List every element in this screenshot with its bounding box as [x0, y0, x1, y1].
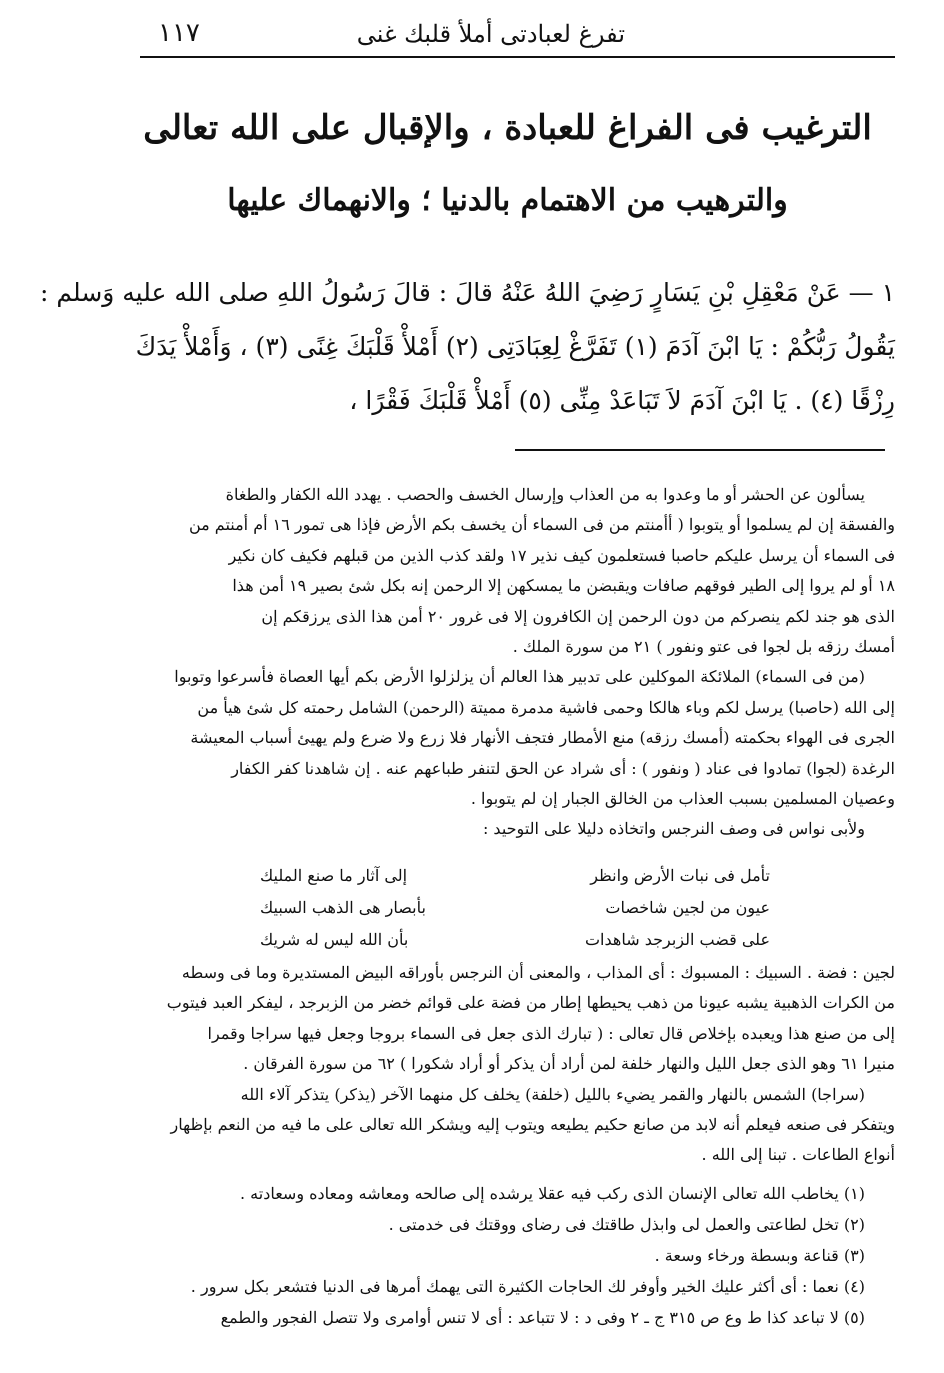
commentary-line: إلى الله (حاصبا) يرسل لكم وباء هالكا وحمى فاشية مدمرة مميتة (الرحمن) الشامل رحمته كل شئ هيأ من — [197, 697, 895, 717]
chapter-title: الترغيب فى الفراغ للعبادة ، والإقبال على الله تعالى — [143, 108, 872, 148]
hadith-line: ١ — عَنْ مَعْقِلِ بْنِ يَسَارٍ رَضِيَ اللهُ عَنْهُ قالَ : قالَ رَسُولُ اللهِ صلى الله عليه وَسلم : — [40, 278, 895, 307]
verse-second-hemistich: إلى آثار ما صنع المليك — [260, 866, 408, 885]
commentary-line: وعصيان المسلمين بسبب العذاب من الخالق الجبار إن لم يتوبوا . — [470, 788, 895, 808]
commentary-block — [135, 480, 895, 845]
commentary-line: يسألون عن الحشر أو ما وعدوا به من العذاب وإرسال الخسف والحصب . يهدد الله الكفار والطغاة — [225, 485, 865, 504]
verse-first-hemistich: على قضب الزبرجد شاهدات — [584, 930, 770, 949]
poem-verses — [260, 860, 770, 956]
verse-second-hemistich: بأن الله ليس له شريك — [260, 930, 409, 949]
commentary-line: والفسقة إن لم يسلموا أو يتوبوا ( أأمنتم من فى السماء أن يخسف بكم الأرض فإذا هى تمور ١٦ أم أمنتم من — [188, 515, 895, 535]
page-header — [140, 14, 895, 54]
commentary-block-2 — [135, 958, 895, 1171]
commentary-line: الذى هو جند لكم ينصركم من دون الرحمن إن الكافرون إلا فى غرور ٢٠ أمن هذا الذى يرزقكم إن — [261, 606, 895, 626]
hadith-line: يَقُولُ رَبُّكُمْ : يَا ابْنَ آدَمَ (١) تَفَرَّغْ لِعِبَادَتِى (٢) أَمْلأْ قَلْبَكَ غِنًى (٣) ، وَأَمْلأْ يَدَكَ — [135, 332, 895, 361]
commentary-line: ١٨ أو لم يروا إلى الطير فوقهم صافات ويقبضن ما يمسكهن إلا الرحمن إنه بكل شئ بصير ١٩ أمن هذا — [232, 576, 895, 596]
footnote-separator — [515, 449, 885, 451]
verse-second-hemistich: بأبصار هى الذهب السبيك — [260, 898, 426, 917]
commentary-line: ولأبى نواس فى وصف النرجس واتخاذه دليلا على التوحيد : — [482, 819, 865, 839]
commentary-line: فى السماء أن يرسل عليكم حاصبا فستعلمون كيف نذير ١٧ ولقد كذب الذين من قبلهم فكيف كان نكير — [228, 545, 895, 565]
footnote-item: (٣) قناعة وبسطة ورخاء وسعة . — [654, 1246, 865, 1265]
footnote-item: (٢) تخل لطاعتى والعمل لى وابذل طاقتك فى رضاى ووقتك فى خدمتى . — [388, 1215, 865, 1234]
hadith-text — [40, 266, 895, 428]
commentary-line: من الكرات الذهبية يشبه عيونا من ذهب يحيطها إطار من فضة على قوائم خضر من الزبرجد ، ليفكر العبد فيتوب — [166, 993, 895, 1013]
commentary-line: لجين : فضة . السبيك : المسبوك : أى المذاب ، والمعنى أن النرجس بأوراقه البيض المستديرة وما فى وسطه — [181, 963, 895, 982]
commentary-line: أمسك رزقه بل لجوا فى عتو ونفور ) ٢١ من سورة الملك . — [512, 636, 895, 656]
commentary-line: ويتفكر فى صنعه فيعلم أنه لابد من صانع حكيم يطيعه ويتوب إليه ويشكر الله تعالى على ما فيه من النعم بإظهار — [170, 1114, 895, 1134]
hadith-line: رِزْقًا (٤) . يَا ابْنَ آدَمَ لاَ تَبَاعَدْ مِنِّى (٥) أَمْلأْ قَلْبَكَ فَقْرًا ، — [349, 386, 895, 415]
commentary-line: (من فى السماء) الملائكة الموكلين على تدبير هذا العالم أن يزلزلوا الأرض بكم أيها العصاة فأسرعوا وتوبوا — [174, 667, 865, 687]
commentary-line: الرغدة (لجوا) تمادوا فى عناد ( ونفور ) : أى شراد عن الحق لتنفر طباعهم عنه . إن شاهدنا كفر الكفار — [231, 758, 895, 778]
poem-verse — [260, 860, 770, 892]
verse-first-hemistich: عيون من لجين شاخصات — [605, 898, 770, 917]
header-rule — [140, 56, 895, 58]
poem-verse — [260, 892, 770, 924]
page-number: ١١٧ — [158, 18, 200, 48]
commentary-line: إلى من صنع هذا ويعبده بإخلاص قال تعالى : ( تبارك الذى جعل فى السماء بروجا وجعل فيها سراجا وقمرا — [207, 1023, 895, 1043]
chapter-subtitle: والترهيب من الاهتمام بالدنيا ؛ والانهماك عليها — [227, 183, 788, 218]
commentary-line: أنواع الطاعات . تبنا إلى الله . — [701, 1145, 895, 1165]
footnote-item: (٤) نعما : أى أكثر عليك الخير وأوفر لك الحاجات الكثيرة التى يهمك أمرها فى الدنيا فتشعر بكل سرور . — [190, 1277, 865, 1296]
poem-verse — [260, 924, 770, 956]
commentary-line: (سراجا) الشمس بالنهار والقمر يضيء بالليل (خلفة) يخلف كل منهما الآخر (يذكر) يتذكر آلاء الله — [240, 1084, 865, 1104]
running-title: تفرغ لعبادتى أملأ قلبك غنى — [356, 20, 625, 48]
commentary-line: الجرى فى الهواء بحكمته (أمسك رزقه) منع الأمطار فتجف الأنهار فلا زرع ولا ضرع ولم يهيئ أسباب المعيشة — [190, 728, 895, 748]
footnotes — [135, 1178, 865, 1333]
footnote-item: (٥) لا تباعد كذا ط وع ص ٣١٥ ج ـ ٢ وفى د : لا تتباعد : أى لا تنس أوامرى ولا تتصل الفجور والطمع — [220, 1308, 865, 1327]
commentary-line: منيرا ٦١ وهو الذى جعل الليل والنهار خلفة لمن أراد أن يذكر أو أراد شكورا ) ٦٢ من سورة الفرقان . — [243, 1054, 895, 1074]
verse-first-hemistich: تأمل فى نبات الأرض وانظر — [590, 866, 770, 885]
footnote-item: (١) يخاطب الله تعالى الإنسان الذى ركب فيه عقلا يرشده إلى صالحه ومعاشه ومعاده وسعادته . — [240, 1184, 865, 1203]
